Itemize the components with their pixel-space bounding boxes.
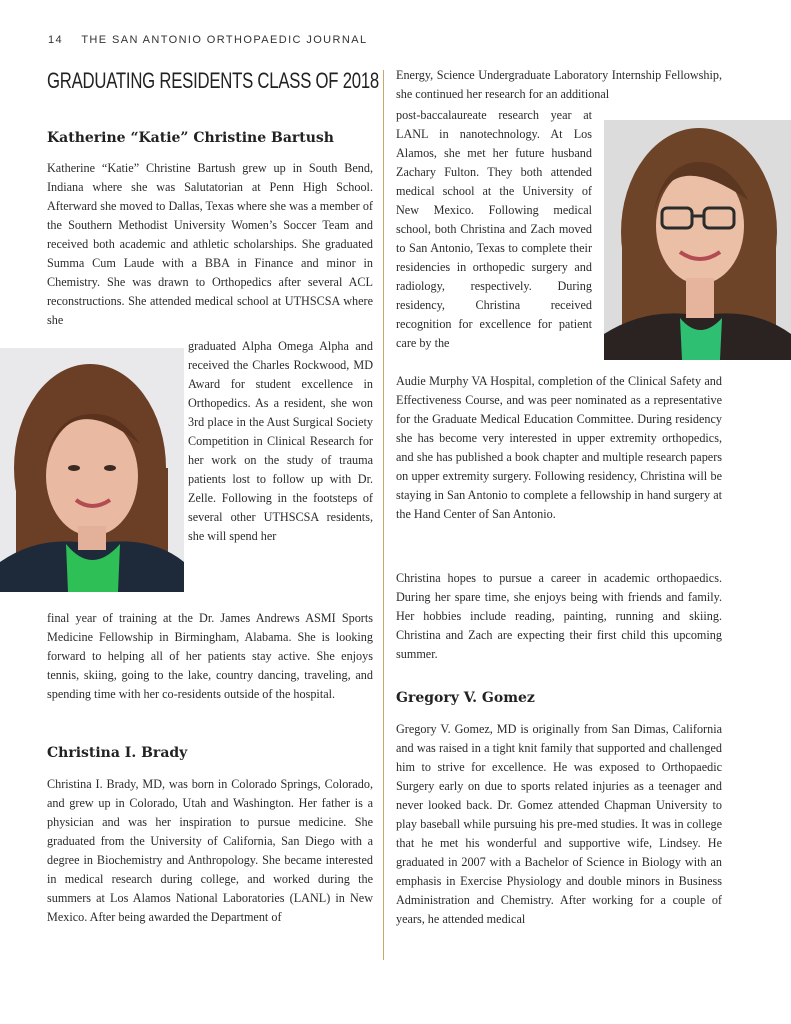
bio-brady-col1: Christina I. Brady, MD, was born in Colorado Springs, Colorado, and grew up in Colorado, Utah and Washington. Her father is a physician and was her inspiration to pursue medicine. She graduated from the University of California, San Diego with a degree in Biochemistry and Anthropology. She became interested in medical research during college, and worked during the summers at Los Alamos National Laboratories (LANL) in New Mexico. After being awarded the Department of — [47, 777, 373, 924]
column-divider — [383, 70, 384, 960]
resident-name-brady: Christina I. Brady — [47, 745, 188, 761]
bio-brady-col2-last: Christina hopes to pursue a career in academic orthopaedics. During her spare time, she enjoys being with friends and family. Her hobbies include reading, painting, running and skiing. Christina and Zach are expecting their first child this upcoming summer. — [396, 571, 722, 661]
journal-title: THE SAN ANTONIO ORTHOPAEDIC JOURNAL — [81, 34, 368, 46]
portrait-photo-katherine-bartush — [0, 348, 184, 592]
page-number: 14 — [48, 34, 64, 46]
bio-brady-col2-rest: Audie Murphy VA Hospital, completion of the Clinical Safety and Effectiveness Course, and was peer nominated as a representative for the Graduate Medical Education Committee. During residency she has become very interested in upper extremity orthopedics, and she has published a book chapter and multiple research papers on upper extremity surgery. Following residency, Christina will be staying in San Antonio to complete a fellowship in hand surgery at the Hand Center of San Antonio. — [396, 374, 722, 521]
bio-brady-col2-top: Energy, Science Undergraduate Laboratory Internship Fellowship, she continued her research for an additional — [396, 68, 722, 101]
resident-name-bartush: Katherine “Katie” Christine Bartush — [47, 130, 334, 146]
running-head — [48, 34, 367, 46]
bio-bartush-end: final year of training at the Dr. James Andrews ASMI Sports Medicine Fellowship in Birmingham, Alabama. She is looking forward to helping all of her patients stay active. She enjoys tennis, skiing, going to the lake, country dancing, traveling, and spending time with her co-residents outside of the hospital. — [47, 611, 373, 701]
bio-bartush-intro: Katherine “Katie” Christine Bartush grew up in South Bend, Indiana where she was Salutatorian at Penn High School. Afterward she moved to Dallas, Texas where she was a member of the Southern Methodist University Women’s Soccer Team and received both academic and athletic scholarships. She graduated Summa Cum Laude with a BBA in Finance and minor in Chemistry. She was drawn to Orthopedics after several ACL reconstructions. She attended medical school at UTHSCSA where she — [47, 161, 373, 327]
section-title: GRADUATING RESIDENTS CLASS OF 2018 — [47, 68, 380, 93]
bio-brady-col2-wrap: post-baccalaureate research year at LANL in nanotechnology. At Los Alamos, she met her future husband Zachary Fulton. They both attended medical school at the University of New Mexico. Following medical school, both Christina and Zach moved to San Antonio, Texas to complete their residencies in orthopedic surgery and radiology, respectively. During residency, Christina received recognition for excellence for patient care by the — [396, 108, 592, 350]
bio-bartush-wrap: graduated Alpha Omega Alpha and received the Charles Rockwood, MD Award for student excellence in Orthopedics. As a resident, she won 3rd place in the Aust Surgical Society Competition in Clinical Research for her work on the study of trauma patients lost to follow up with Dr. Zelle. Following in the footsteps of several other UTHSCSA residents, she will spend her — [188, 339, 373, 543]
bio-gomez: Gregory V. Gomez, MD is originally from San Dimas, California and was raised in a tight knit family that supported and challenged him to strive for excellence. He was exposed to Orthopaedic Surgery early on due to sports related injuries as a teenager and never looked back. Dr. Gomez attended Chapman University to play baseball while pursuing his pre-med studies. It was in college that he met his wonderful and supportive wife, Lindsey. He graduated in 2007 with a Bachelor of Science in Biology with an emphasis in Exercise Physiology and double minors in Business Administration and Chemistry. After working for a couple of years, he attended medical — [396, 722, 722, 926]
portrait-photo-christina-brady — [604, 120, 791, 360]
resident-name-gomez: Gregory V. Gomez — [396, 690, 535, 706]
